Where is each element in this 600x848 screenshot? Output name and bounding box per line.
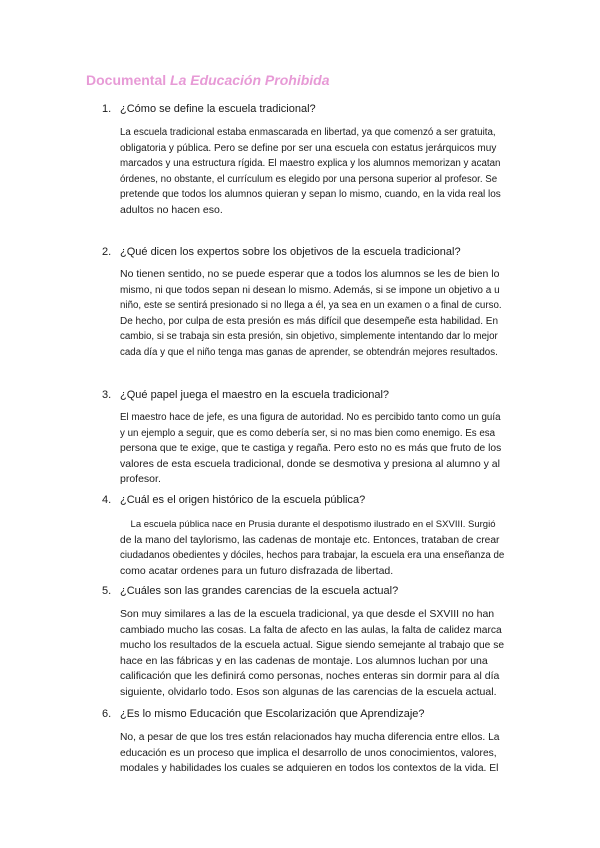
question-5 [102,585,398,597]
answer-line: El maestro hace de jefe, es una figura de autoridad. No es percibido tanto como un guía [120,412,501,423]
question-number: 2. [102,246,112,258]
answer-6 [120,730,504,777]
question-text: ¿Qué papel juega el maestro en la escuela tradicional? [120,389,390,401]
answer-line: La escuela pública nace en Prusia durante el despotismo ilustrado en el SXVIII. Surgió [120,519,496,530]
answer-line: ciudadanos obedientes y dóciles, hechos para trabajar, la escuela era una enseñanza de [120,550,505,561]
answer-line: hace en las fábricas y en las cadenas de montaje. Los alumnos luchan por una [120,654,488,667]
question-text: ¿Cómo se define la escuela tradicional? [120,103,316,115]
answer-line: De hecho, por culpa de esta presión es más difícil que desempeñe esta habilidad. En [120,315,499,327]
answer-line: como acatar ordenes para un futuro disfrazada de libertad. [120,564,394,577]
title-prefix: Documental [86,72,167,88]
answer-5 [120,607,504,700]
answer-line: La escuela tradicional estaba enmascarada en libertad, ya que comenzó a ser gratuita, [120,127,496,138]
answer-line: profesor. [120,473,161,485]
question-number: 5. [102,585,112,597]
answer-line: modales y habilidades los cuales se adquieren en todos los contextos de la vida. El [120,763,499,774]
answer-line: niño, este se sentirá presionado si no llega a él, ya sea en un examen o a final de curso. [120,300,502,311]
answer-line: siguiente, olvidarlo todo. Esos son algunas de las carencias de la escuela actual. [120,685,497,698]
answer-line: marcados y una estructura rígida. El maestro explica y los alumnos memorizan y acatan [120,158,501,169]
answer-4 [120,517,504,579]
question-number: 4. [102,494,112,506]
question-number: 1. [102,103,112,115]
answer-line: No, a pesar de que los tres están relacionados hay mucha diferencia entre ellos. La [120,732,500,743]
answer-line: cambio, si se trabaja sin esta presión, sin objetivo, simplemente intentando dar lo mejor [120,331,498,342]
question-4 [102,494,365,506]
answer-line: mismo, ni que todos sepan ni desean lo mismo. Además, si se impone un objetivo a u [120,284,500,296]
answer-line: y un ejemplo a seguir, que es como debería ser, si no mas bien como enemigo. Es esa [120,427,496,439]
answer-line: educación es un proceso que implica el desarrollo de unos conocimientos, valores, [120,747,497,759]
answer-line: cada día y que el niño tenga mas ganas de aprender, se obtendrán mejores resultados. [120,346,498,358]
question-text: ¿Cuáles son las grandes carencias de la escuela actual? [120,585,399,597]
question-text: ¿Qué dicen los expertos sobre los objetivos de la escuela tradicional? [120,246,461,258]
question-6 [102,708,425,720]
answer-line: pretende que todos los alumnos quieran y sepan lo mismo, cuando, en la vida real los [120,189,501,200]
question-2 [102,246,461,258]
question-number: 3. [102,389,112,401]
answer-line: calificación que les definirá como personas, noches enteras sin dormir para al día [120,670,500,682]
answer-line: No tienen sentido, no se puede esperar que a todos los alumnos se les de bien lo [120,268,500,280]
answer-line: Son muy similares a las de la escuela tradicional, ya que desde el SXVIII no han [120,608,495,620]
question-3 [102,389,389,401]
question-text: ¿Es lo mismo Educación que Escolarización que Aprendizaje? [120,708,425,720]
answer-2 [120,267,504,360]
answer-line: persona que te exige, que te castiga y regaña. Pero esto no es más que fruto de los [120,443,502,454]
question-1 [102,103,316,115]
answer-line: valores de esta escuela tradicional, donde se desmotiva y presiona al alumno y al [120,457,500,470]
question-text: ¿Cuál es el origen histórico de la escuela pública? [120,494,366,506]
answer-line: mucho los resultados de la escuela actual. Sigue siendo semejante al trabajo que se [120,640,505,651]
answer-line: órdenes, no obstante, el currículum es elegido por una persona superior al profesor. Se [120,173,498,185]
answer-line: adultos no hacen eso. [120,203,223,216]
answer-line: de la mano del taylorismo, las cadenas de montaje etc. Entonces, trataban de crear [120,534,500,546]
answer-line: obligatoria y pública. Pero se define por ser una escuela con estatus jerárquicos muy [120,142,497,154]
question-number: 6. [102,708,112,720]
answer-1 [120,125,504,218]
title-film: La Educación Prohibida [170,72,330,88]
answer-3 [120,410,504,488]
answer-line: cambiado mucho las cosas. La falta de afecto en las aulas, la falta de calidez marca [120,624,502,636]
document-title [86,72,329,88]
